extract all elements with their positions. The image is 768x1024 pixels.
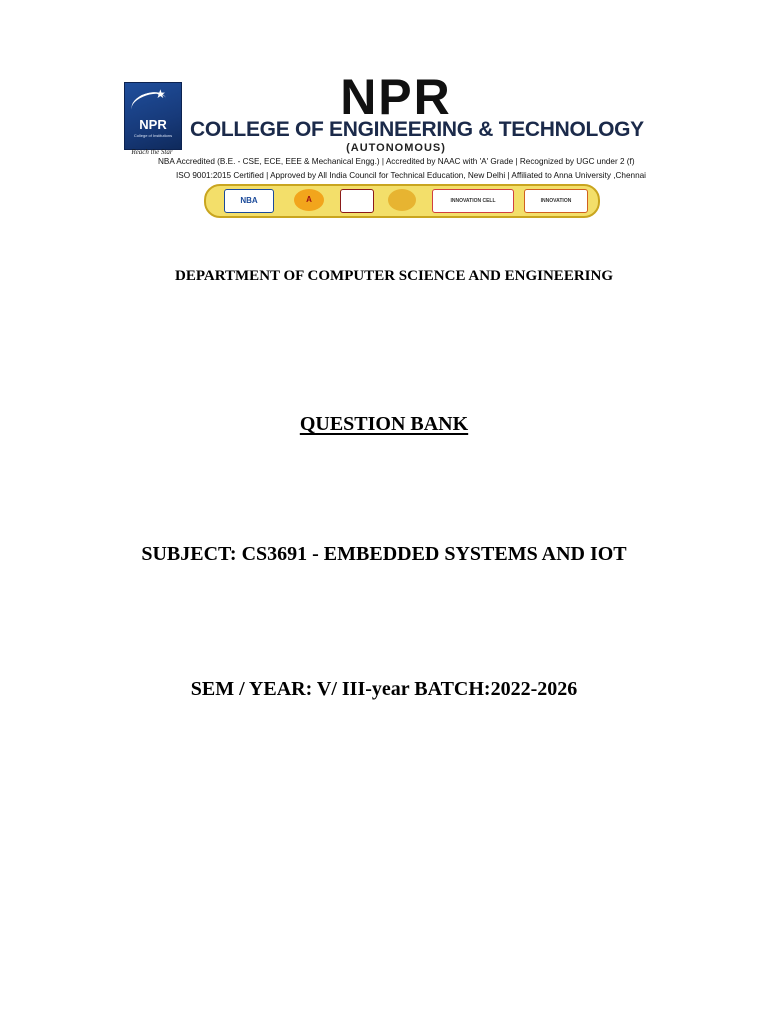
college-letterhead — [120, 69, 668, 220]
logo-tagline: Reach the Star — [131, 148, 173, 156]
nba-badge: NBA — [224, 189, 274, 213]
college-name: COLLEGE OF ENGINEERING & TECHNOLOGY — [190, 118, 644, 141]
autonomous-label: (AUTONOMOUS) — [346, 142, 446, 154]
college-logo — [124, 82, 182, 150]
ugc-badge — [340, 189, 374, 213]
innovation-council-badge: INNOVATION — [524, 189, 588, 213]
subject-line: SUBJECT: CS3691 - EMBEDDED SYSTEMS AND IOT — [141, 543, 627, 565]
institution-short-name: NPR — [340, 69, 452, 125]
department-heading: DEPARTMENT OF COMPUTER SCIENCE AND ENGINEERING — [175, 268, 613, 284]
naac-badge: A — [294, 189, 324, 211]
logo-subtext: College of Institutions — [133, 133, 173, 138]
document-title: QUESTION BANK — [299, 413, 469, 435]
innovation-cell-badge: INNOVATION CELL — [432, 189, 514, 213]
accreditation-badge-strip — [204, 184, 600, 218]
accreditation-line-2: ISO 9001:2015 Certified | Approved by All India Council for Technical Education, New Delhi | Affiliated to Anna University ,Chennai — [176, 171, 646, 180]
logo-text: NPR — [139, 117, 167, 132]
accreditation-line-1: NBA Accredited (B.E. - CSE, ECE, EEE & Mechanical Engg.) | Accredited by NAAC with 'A' Grade | Recognized by UGC under 2 (f) — [158, 157, 635, 166]
seal-badge — [388, 189, 416, 211]
semester-year-line: SEM / YEAR: V/ III-year BATCH:2022-2026 — [190, 678, 578, 700]
star-icon: ★ — [155, 87, 166, 101]
